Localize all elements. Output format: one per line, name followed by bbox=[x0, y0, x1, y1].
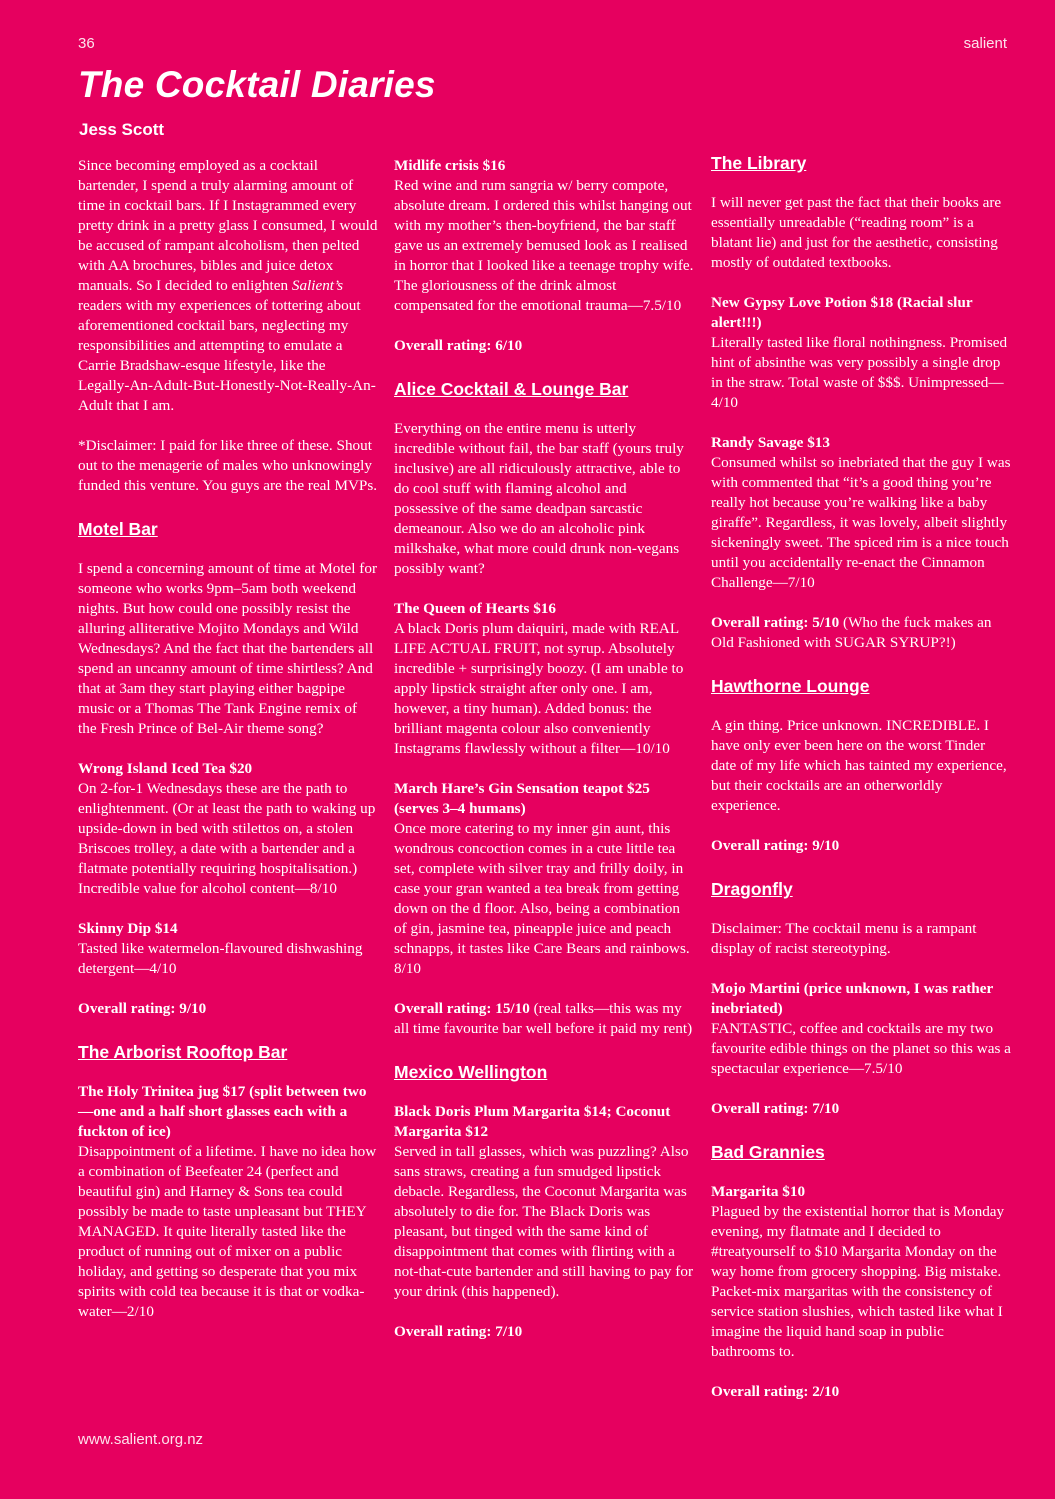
bar-heading-library: The Library bbox=[711, 153, 807, 173]
drink-review bbox=[711, 433, 1011, 593]
overall-rating: Overall rating: 6/10 bbox=[394, 337, 523, 354]
drink-text: Once more catering to my inner gin aunt, this wondrous concoction comes in a cute little tea set, complete with silver tray and frilly doily, in case your gran wanted a tea break from getting down on the d floor. Also, being a combination of gin, jasmine tea, pineapple juice and peach schnapps, it tastes like Care Bears and rainbows. 8/10 bbox=[394, 820, 690, 977]
drink-review bbox=[78, 919, 378, 979]
bar-intro-hawthorne: A gin thing. Price unknown. INCREDIBLE. I have only ever been here on the worst Tinder date of my life which has tainted my experience, but their cocktails are an otherworldly experience. bbox=[711, 717, 1007, 814]
overall-rating: Overall rating: 7/10 bbox=[711, 1100, 840, 1117]
drink-name: Randy Savage $13 bbox=[711, 434, 830, 451]
article-author: Jess Scott bbox=[79, 120, 165, 139]
drink-text: Red wine and rum sangria w/ berry compote, absolute dream. I ordered this whilst hanging out with my mother’s then-boyfriend, the bar staff gave us an extremely bemused look as I realised in horror that I looked like a teenage trophy wife. The gloriousness of the drink almost compensated for the emotional trauma—7.5/10 bbox=[394, 177, 694, 314]
drink-text: Disappointment of a lifetime. I have no idea how a combination of Beefeater 24 (perfect and beautiful gin) and Harney & Sons tea could possibly be made to taste unpleasant but THEY MANAGED. It quite literally tasted like the product of running out of mixer on a public holiday, and getting so desperate that you mix spirits with cold tea because it is that or vodka-water—2/10 bbox=[78, 1143, 377, 1320]
bar-heading-alice: Alice Cocktail & Lounge Bar bbox=[394, 379, 629, 399]
page-number: 36 bbox=[78, 35, 95, 52]
bar-heading-hawthorne: Hawthorne Lounge bbox=[711, 676, 870, 696]
overall-rating: Overall rating: 7/10 bbox=[394, 1323, 523, 1340]
bar-intro-library: I will never get past the fact that their books are essentially unreadable (“reading room” is a blatant lie) and just for the aesthetic, consisting mostly of outdated textbooks. bbox=[711, 194, 1002, 271]
drink-review bbox=[394, 779, 694, 979]
drink-review bbox=[394, 1102, 694, 1302]
column-2 bbox=[394, 156, 694, 1362]
column-3 bbox=[711, 150, 1011, 1422]
bar-heading-arborist: The Arborist Rooftop Bar bbox=[78, 1042, 288, 1062]
bar-intro-motel: I spend a concerning amount of time at Motel for someone who works 9pm–5am both weekend nights. But how could one possibly resist the alluring alliterative Mojito Mondays and Wild Wednesdays? And the fact that the bartenders all spend an uncanny amount of time shirtless? And that at 3am they start playing either bagpipe music or a Thomas The Tank Engine remix of the Fresh Prince of Bel-Air theme song? bbox=[78, 560, 378, 737]
bar-intro-alice: Everything on the entire menu is utterly incredible without fail, the bar staff (yours truly inclusive) are all ridiculously attractive, able to do cool stuff with flaming alcohol and possessive of the same deadpan sarcastic demeanour. Also we do an alcoholic pink milkshake, what more could drunk non-vegans possibly want? bbox=[394, 420, 684, 577]
drink-review bbox=[711, 979, 1011, 1079]
intro-paragraph: Since becoming employed as a cocktail bartender, I spend a truly alarming amount of time in cocktail bars. If I Instagrammed every pretty drink in a pretty glass I consumed, I would be accused of rampant alcoholism, then pelted with AA brochures, bibles and juice detox manuals. So I decided to enlighten Salient’s readers with my experiences of tottering about aforementioned cocktail bars, neglecting my responsibilities and attempting to emulate a Carrie Bradshaw-esque lifestyle, like the Legally-An-Adult-But-Honestly-Not-Really-An-Adult that I am. bbox=[78, 157, 378, 414]
drink-text: FANTASTIC, coffee and cocktails are my two favourite edible things on the planet so this was a spectacular experience—7.5/10 bbox=[711, 1020, 1011, 1077]
drink-name: New Gypsy Love Potion $18 (Racial slur alert!!!) bbox=[711, 294, 973, 331]
drink-name: The Holy Trinitea jug $17 (split between two—one and a half short glasses each with a fuckton of ice) bbox=[78, 1083, 367, 1140]
disclaimer-paragraph: *Disclaimer: I paid for like three of these. Shout out to the menagerie of males who unknowingly funded this venture. You guys are the real MVPs. bbox=[78, 437, 378, 494]
overall-rating: Overall rating: 9/10 bbox=[78, 1000, 207, 1017]
drink-text: A black Doris plum daiquiri, made with REAL LIFE ACTUAL FRUIT, not syrup. Absolutely incredible + surprisingly boozy. (I am unable to apply lipstick straight after only one. I am, however, a tiny human). Added bonus: the brilliant magenta colour also conveniently Instagrams flawlessly without a filter—10/10 bbox=[394, 620, 684, 757]
drink-text: On 2-for-1 Wednesdays these are the path to enlightenment. (Or at least the path to waking up upside-down in bed with stilettos on, a stolen Briscoes trolley, a date with a bartender and a flatmate potentially requiring hospitalisation.) Incredible value for alcohol content—8/10 bbox=[78, 780, 376, 897]
drink-name: Black Doris Plum Margarita $14; Coconut Margarita $12 bbox=[394, 1103, 671, 1140]
bar-heading-dragonfly: Dragonfly bbox=[711, 879, 793, 899]
drink-text: Literally tasted like floral nothingness. Promised hint of absinthe was very possibly a single drop in the straw. Total waste of $$$. Unimpressed—4/10 bbox=[711, 334, 1008, 411]
drink-review bbox=[711, 293, 1011, 413]
overall-rating: Overall rating: 2/10 bbox=[711, 1383, 840, 1400]
drink-name: Wrong Island Iced Tea $20 bbox=[78, 760, 253, 777]
drink-text: Tasted like watermelon-flavoured dishwashing detergent—4/10 bbox=[78, 940, 363, 977]
drink-name: March Hare’s Gin Sensation teapot $25 (serves 3–4 humans) bbox=[394, 780, 650, 817]
drink-review bbox=[711, 1182, 1011, 1362]
overall-rating: Overall rating: 9/10 bbox=[711, 837, 840, 854]
drink-name: The Queen of Hearts $16 bbox=[394, 600, 556, 617]
drink-review bbox=[394, 599, 694, 759]
magazine-brand: salient bbox=[963, 35, 1007, 52]
column-1 bbox=[78, 156, 378, 1342]
drink-text: Consumed whilst so inebriated that the guy I was with commented that “it’s a good thing you’re really hot because you’re walking like a baby giraffe”. Regardless, it was lovely, albeit slightly sickeningly sweet. The spiced rim is a nice touch until you accidentally re-enact the Cinnamon Challenge—7/10 bbox=[711, 454, 1011, 591]
drink-name: Midlife crisis $16 bbox=[394, 157, 506, 174]
drink-text: Plagued by the existential horror that is Monday evening, my flatmate and I decided to #treatyourself to $10 Margarita Monday on the way home from grocery shopping. Big mistake. Packet-mix margaritas with the consistency of service station slushies, which tasted like what I imagine the liquid hand soap in public bathrooms to. bbox=[711, 1203, 1005, 1360]
overall-rating: Overall rating: 5/10 (Who the fuck makes an Old Fashioned with SUGAR SYRUP?!) bbox=[711, 614, 992, 651]
bar-heading-motel: Motel Bar bbox=[78, 519, 158, 539]
drink-review bbox=[78, 1082, 378, 1322]
drink-name: Margarita $10 bbox=[711, 1183, 806, 1200]
footer-website: www.salient.org.nz bbox=[78, 1431, 204, 1448]
article-title: The Cocktail Diaries bbox=[78, 64, 436, 105]
drink-review bbox=[394, 156, 694, 316]
overall-rating: Overall rating: 15/10 (real talks—this was my all time favourite bar well before it paid my rent) bbox=[394, 1000, 693, 1037]
drink-name: Skinny Dip $14 bbox=[78, 920, 178, 937]
bar-heading-mexico: Mexico Wellington bbox=[394, 1062, 548, 1082]
drink-name: Mojo Martini (price unknown, I was rather inebriated) bbox=[711, 980, 993, 1017]
bar-heading-grannies: Bad Grannies bbox=[711, 1142, 825, 1162]
drink-review bbox=[78, 759, 378, 899]
drink-text: Served in tall glasses, which was puzzling? Also sans straws, creating a fun smudged lipstick debacle. Regardless, the Coconut Margarita was absolutely to die for. The Black Doris was pleasant, but tinged with the same kind of disappointment that comes with flirting with a not-that-cute bartender and still having to pay for your drink (this happened). bbox=[394, 1143, 694, 1300]
bar-intro-dragonfly: Disclaimer: The cocktail menu is a rampant display of racist stereotyping. bbox=[711, 920, 977, 957]
